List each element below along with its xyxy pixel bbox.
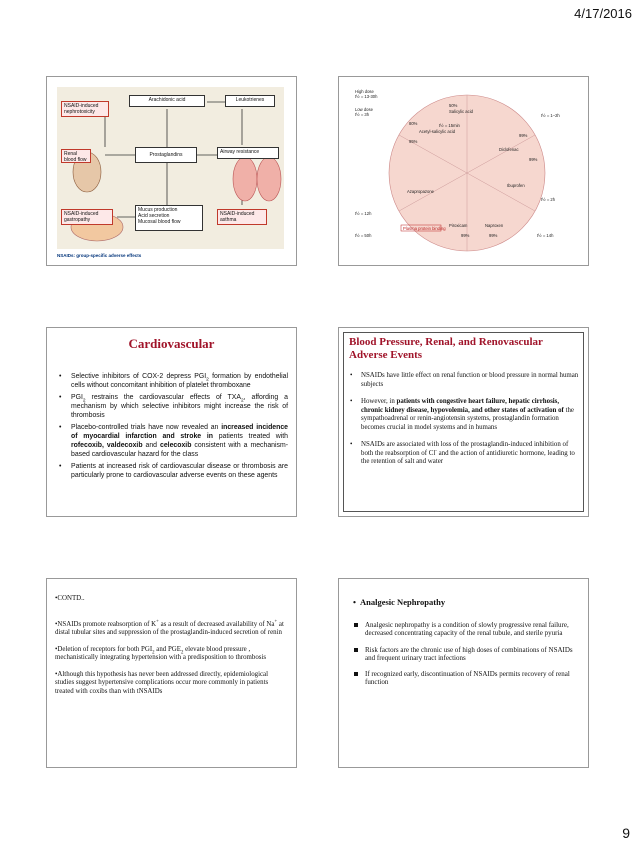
t50-label: t½ = 50h [355,233,372,238]
pct50-label: 50% [449,103,458,108]
nephropathy-item-2: Risk factors are the chronic use of high doses of combinations of NSAIDs and frequent urinary tract infections [353,646,580,663]
ibuprofen-label: Ibuprofen [507,183,525,188]
cv-item-3: • Placebo-controlled trials have now revealed an increased incidence of myocardial infarction and stroke in patients treated with rofecoxib, valdecoxib and celecoxib consistent with a mechanism-based cardiovascular hazard for the class [57,423,288,459]
nephropathy-list [353,621,580,695]
mucosal-blood-flow-label: Mucosal blood flow [138,219,181,225]
naproxen-label: Naproxen [485,223,504,228]
nsaid-wheel-chart [349,85,576,255]
contd-heading: •CONTD.. [55,595,85,602]
slide-cardiovascular[interactable] [46,327,297,517]
gastropathy-box: NSAID-induced gastropathy [61,209,113,225]
diagram-caption: NSAIDs: group-specific adverse effects [57,253,142,258]
high-dose-t-label: t½ = 13-30h [355,94,378,99]
t14-label: t½ = 14h [537,233,554,238]
azapropazone-label: Azapropazone [407,189,435,194]
t15-label: t½ = 15min [439,123,460,128]
page-number: 9 [622,825,630,841]
contd-para-1: •NSAIDs promote reabsorption of K+ as a result of decreased availability of Na+ at distal tubular sites and suppression of the prostaglandin-induced secretion of renin [55,619,284,636]
asthma-box: NSAID-induced asthma [217,209,267,225]
nephropathy-item-3: If recognized early, discontinuation of NSAIDs permits recovery of renal function [353,670,580,687]
pct99a-label: 99% [519,133,528,138]
pct99b-label: 99% [529,157,538,162]
slide-analgesic-nephropathy[interactable] [338,578,589,768]
blood-pressure-list [349,372,580,476]
date-header: 4/17/2016 [574,6,632,21]
slide-blood-pressure[interactable] [338,327,589,517]
high-dose-label: High dose [355,89,374,94]
cv-item-4: • Patients at increased risk of cardiovascular disease or thrombosis are particularly prone to cardiovascular adverse events on these agents [57,462,288,480]
contd-body [55,595,288,704]
bp-item-1: • NSAIDs have little effect on renal function or blood pressure in normal human subjects [349,372,580,389]
slide-contd[interactable] [46,578,297,768]
cardiovascular-title: Cardiovascular [128,336,215,351]
cardiovascular-list [57,372,288,483]
contd-para-3: •Although this hypothesis has never been addressed directly, epidemiological studies suggest hypertensive complications occur more commonly in patients treated with coxibs than with tNSAIDs [55,670,269,695]
nephrotoxicity-box: NSAID-induced nephrotoxicity [61,101,109,117]
blood-pressure-title: Blood Pressure, Renal, and Renovascular Adverse Events [349,336,543,361]
leukotrienes-box: Leukotrienes [225,95,275,107]
salicylic-label: Salicylic acid [449,109,473,114]
binding-label: Plasma protein binding [403,226,446,231]
low-dose-t-label: t½ = 3h [355,112,370,117]
t12-label: t½ = 12h [355,211,372,216]
contd-para-2: •Deletion of receptors for both $PGI_2$ and $PGE_2$ elevate blood pressure , mechanistically integrating hypertension with a predisposition to thrombosis [55,645,267,661]
acetylsalicylic-label: Acetyl-salicylic acid [419,129,456,134]
bp-item-2: • However, in patients with congestive heart failure, hepatic cirrhosis, chronic kidney disease, hypovolemia, and other states of activation of the sympathoadrenal or renin-angiotensin systems, prostaglandin formation becomes crucial in model systems and in humans [349,398,580,432]
slide-nsaid-wheel[interactable] [338,76,589,266]
adverse-effects-diagram [57,87,284,249]
low-dose-label: Low dose [355,107,373,112]
pct80-label: 80% [409,121,418,126]
t2h-label: t½ = 2h [541,197,556,202]
pct99c-label: 99% [461,233,470,238]
diclofenac-label: Diclofenac [499,147,519,152]
pct99d-label: 99% [489,233,498,238]
pct95a-label: 95% [409,139,418,144]
bp-item-3: • NSAIDs are associated with loss of the prostaglandin-induced inhibition of both the reabsorption of Cl- and the action of antidiuretic hormone, leading to the retention of salt and water [349,441,580,467]
cv-item-2: • $PGI_2$ restrains the cardiovascular effects of $TXA_2$, affording a mechanism by which selective inhibitors might increase the risk of thrombosis [57,393,288,420]
acid-secretion-label: Acid secretion [138,213,170,219]
nephropathy-item-1: Analgesic nephropathy is a condition of slowly progressive renal failure, decreased concentrating capacity of the renal tubule, and sterile pyuria [353,621,580,638]
airway-resistance-box: Airway resistance [217,147,279,159]
nephropathy-title: • Analgesic Nephropathy [353,597,445,607]
mucus-production-label: Mucus production [138,207,178,213]
gastric-effects-box [135,205,203,231]
cv-item-1: • Selective inhibitors of COX-2 depress $PGI_2$ formation by endothelial cells without concomitant inhibition of platelet thromboxane [57,372,288,390]
t1-2-label: t½ = 1–2h [541,113,560,118]
piroxicam-label: Piroxicam [449,223,468,228]
arachidonic-acid-box: Arachidonic acid [129,95,205,107]
slide-adverse-effects-diagram[interactable] [46,76,297,266]
prostaglandins-box: Prostaglandins [135,147,197,163]
renal-blood-flow-box: Renal blood flow [61,149,91,163]
